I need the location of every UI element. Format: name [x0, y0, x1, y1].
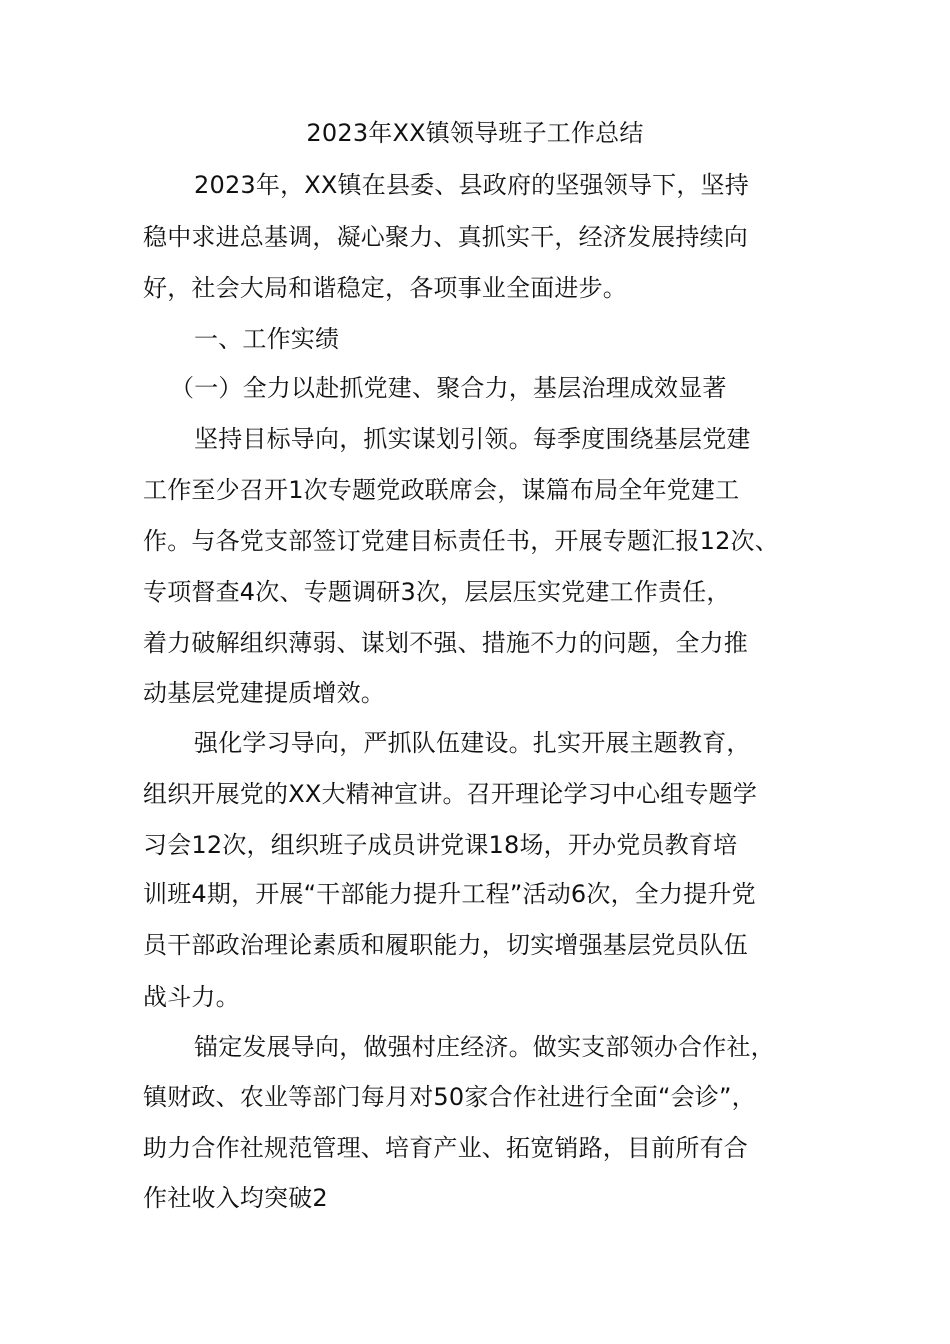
paragraph-line: 战斗力。: [143, 983, 240, 1011]
paragraph-line: 专项督查4次、专题调研3次，层层压实党建工作责任，: [143, 578, 731, 606]
intro-paragraph-line: 稳中求进总基调，凝心聚力、真抓实干，经济发展持续向: [143, 223, 748, 251]
paragraph-line: 组织开展党的XX大精神宣讲。召开理论学习中心组专题学: [143, 780, 758, 808]
paragraph-line: 作。与各党支部签订党建目标责任书，开展专题汇报12次、: [143, 527, 779, 555]
paragraph-line: 员干部政治理论素质和履职能力，切实增强基层党员队伍: [143, 931, 748, 959]
paragraph-line: 强化学习导向，严抓队伍建设。扎实开展主题教育，: [194, 729, 751, 757]
intro-paragraph-line: 好，社会大局和谐稳定，各项事业全面进步。: [143, 274, 627, 302]
subsection-heading: （一）全力以赴抓党建、聚合力，基层治理成效显著: [170, 374, 727, 402]
document-title: 2023年XX镇领导班子工作总结: [306, 119, 644, 147]
paragraph-line: 坚持目标导向，抓实谋划引领。每季度围绕基层党建: [194, 425, 751, 453]
paragraph-line: 习会12次，组织班子成员讲党课18场，开办党员教育培: [143, 831, 738, 859]
paragraph-line: 镇财政、农业等部门每月对50家合作社进行全面“会诊”，: [143, 1083, 756, 1111]
paragraph-line: 训班4期，开展“干部能力提升工程”活动6次，全力提升党: [143, 880, 756, 908]
paragraph-line: 着力破解组织薄弱、谋划不强、措施不力的问题，全力推: [143, 629, 748, 657]
section-heading: 一、工作实绩: [194, 325, 340, 353]
paragraph-line: 动基层党建提质增效。: [143, 679, 385, 707]
intro-paragraph-line: 2023年，XX镇在县委、县政府的坚强领导下，坚持: [194, 171, 749, 199]
paragraph-line: 工作至少召开1次专题党政联席会，谋篇布局全年党建工: [143, 476, 740, 504]
paragraph-line: 锚定发展导向，做强村庄经济。做实支部领办合作社，: [194, 1033, 775, 1061]
paragraph-line: 助力合作社规范管理、培育产业、拓宽销路，目前所有合: [143, 1134, 748, 1162]
paragraph-line: 作社收入均突破2: [143, 1184, 328, 1212]
